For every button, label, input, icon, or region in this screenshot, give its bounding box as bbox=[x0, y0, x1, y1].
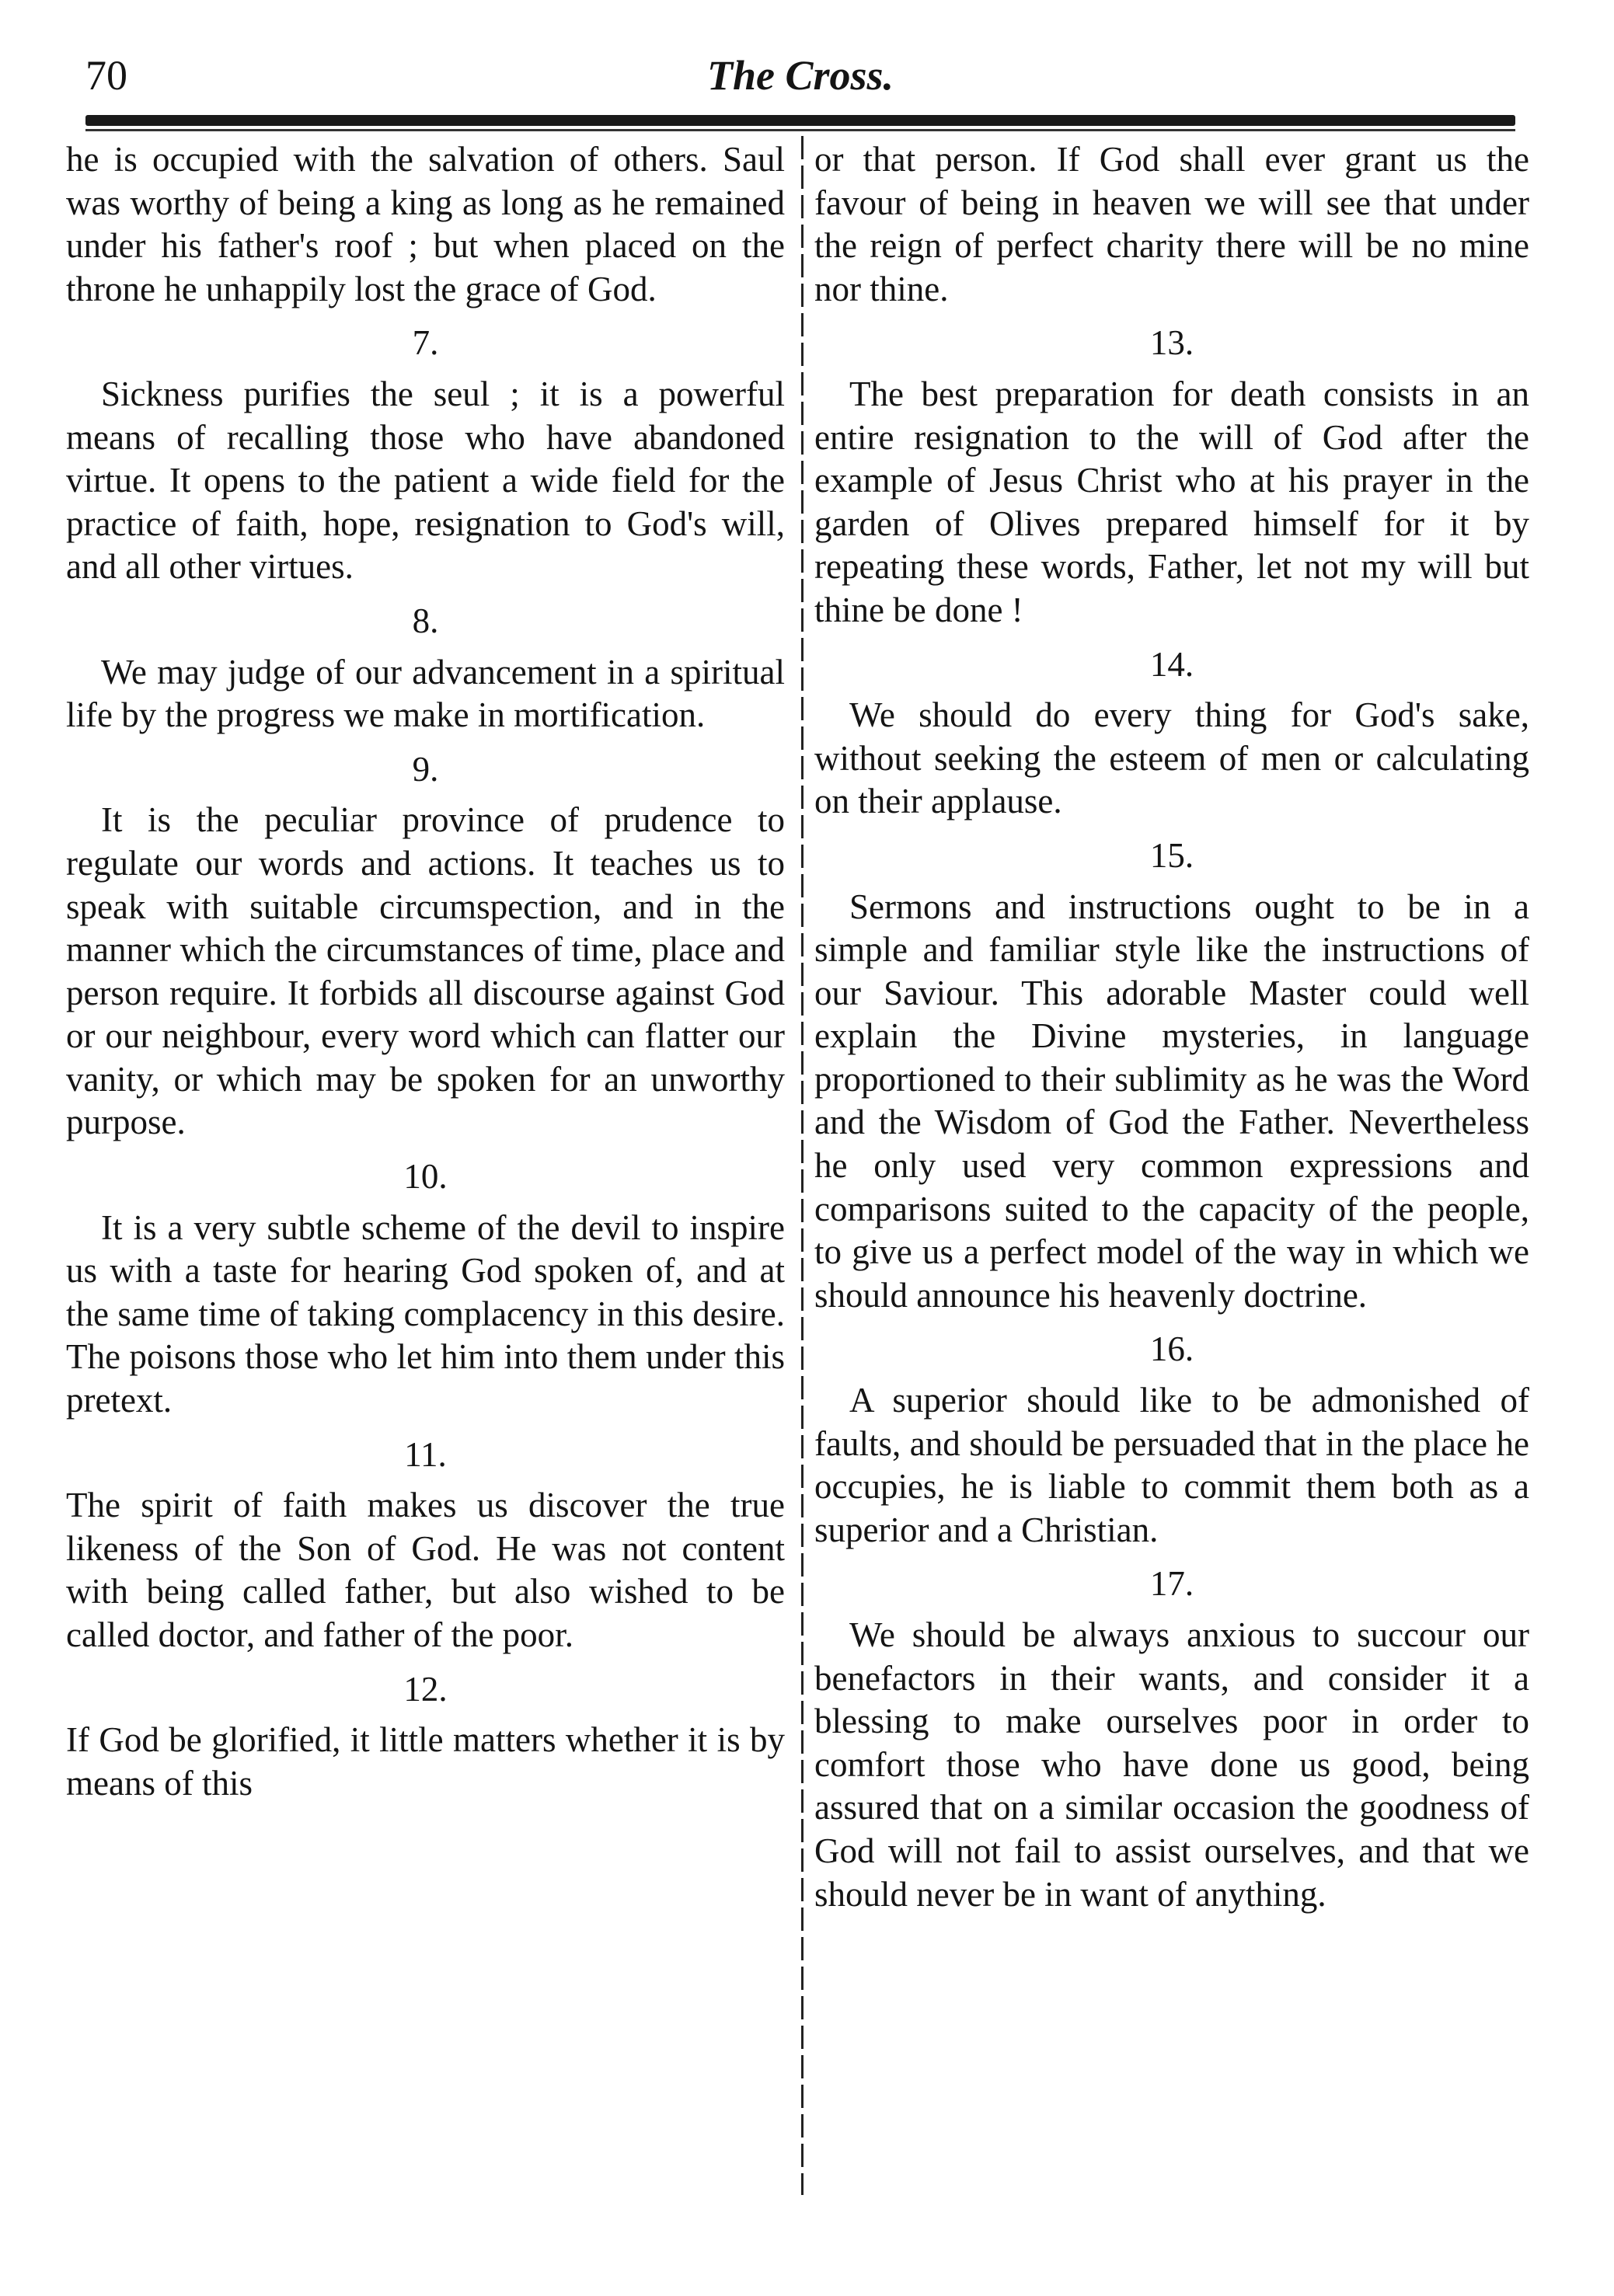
section-number: 7. bbox=[412, 323, 439, 363]
section-number: 12. bbox=[403, 1669, 448, 1709]
header-rule bbox=[85, 115, 1515, 126]
section-number: 14. bbox=[1149, 644, 1194, 684]
paragraph: If God be glorified, it little matters whether it is by means of this bbox=[66, 1720, 785, 1803]
section-number: 13. bbox=[1149, 323, 1194, 363]
paragraph: The spirit of faith makes us discover the true likeness of the Son of God. He was not content with being called father, but also wished to be called doctor, and father of the poor. bbox=[66, 1486, 785, 1654]
paragraph: The best preparation for death consists in an entire resignation to the will of God after the example of Jesus Christ who at his prayer in the garden of Olives prepared himself for it by repeating these words, Father, let not my will but thine be done ! bbox=[814, 374, 1529, 629]
page-header bbox=[85, 51, 1515, 113]
paragraph: Sermons and instructions ought to be in a simple and familiar style like the instructions of our Saviour. This adorable Master could well explain the Divine mysteries, in language proportioned to their sublimity as he was the Word and the Wisdom of God the Father. Nevertheless he only used very common expressions and comparisons suited to the capacity of the people, to give us a perfect model of the way in which we should announce his heavenly doctrine. bbox=[814, 887, 1529, 1315]
paragraph: We should do every thing for God's sake, without seeking the esteem of men or calculating on their applause. bbox=[814, 695, 1529, 821]
section-number: 15. bbox=[1149, 835, 1194, 875]
running-title: The Cross. bbox=[706, 52, 894, 99]
section-number: 17. bbox=[1149, 1564, 1194, 1604]
paragraph: he is occupied with the salvation of others. Saul was worthy of being a king as long as he remained under his father's roof ; but when placed on the throne he unhappily lost the grace of God. bbox=[66, 140, 785, 308]
section-number: 11. bbox=[404, 1434, 447, 1474]
paragraph: It is a very subtle scheme of the devil to inspire us with a taste for hearing God spoken of, and at the same time of taking complacency in this desire. The poisons those who let him into them under this pretext. bbox=[66, 1207, 785, 1420]
paragraph: A superior should like to be admonished of faults, and should be persuaded that in the place he occupies, he is liable to commit them both as a superior and a Christian. bbox=[814, 1381, 1529, 1549]
right-column bbox=[814, 138, 1529, 1916]
paragraph: It is the peculiar province of prudence to regulate our words and actions. It teaches us to speak with suitable circumspection, and in the manner which the circumstances of time, place and person require. It forbids all discourse against God or our neighbour, every word which can flatter our vanity, or which may be spoken for an unworthy purpose. bbox=[66, 800, 785, 1142]
column-divider bbox=[801, 136, 804, 2195]
left-column bbox=[66, 138, 785, 1805]
paragraph: or that person. If God shall ever grant us the favour of being in heaven we will see that under the reign of perfect charity there will be no mine nor thine. bbox=[814, 140, 1529, 308]
paragraph: We may judge of our advancement in a spiritual life by the progress we make in mortification. bbox=[66, 652, 785, 735]
paragraph: Sickness purifies the seul ; it is a powerful means of recalling those who have abandoned virtue. It opens to the patient a wide field for the practice of faith, hope, resignation to God's will, and all other virtues. bbox=[66, 374, 785, 587]
page-number: 70 bbox=[85, 52, 127, 99]
section-number: 10. bbox=[403, 1157, 448, 1197]
paragraph: We should be always anxious to succour our benefactors in their wants, and consider it a blessing to make ourselves poor in order to comfort those who have done us good, being assured that on a similar occasion the goodness of God will not fail to assist ourselves, and that we should never be in want of anything. bbox=[814, 1615, 1529, 1914]
section-number: 9. bbox=[412, 749, 439, 789]
section-number: 16. bbox=[1149, 1329, 1194, 1369]
section-number: 8. bbox=[412, 601, 439, 640]
